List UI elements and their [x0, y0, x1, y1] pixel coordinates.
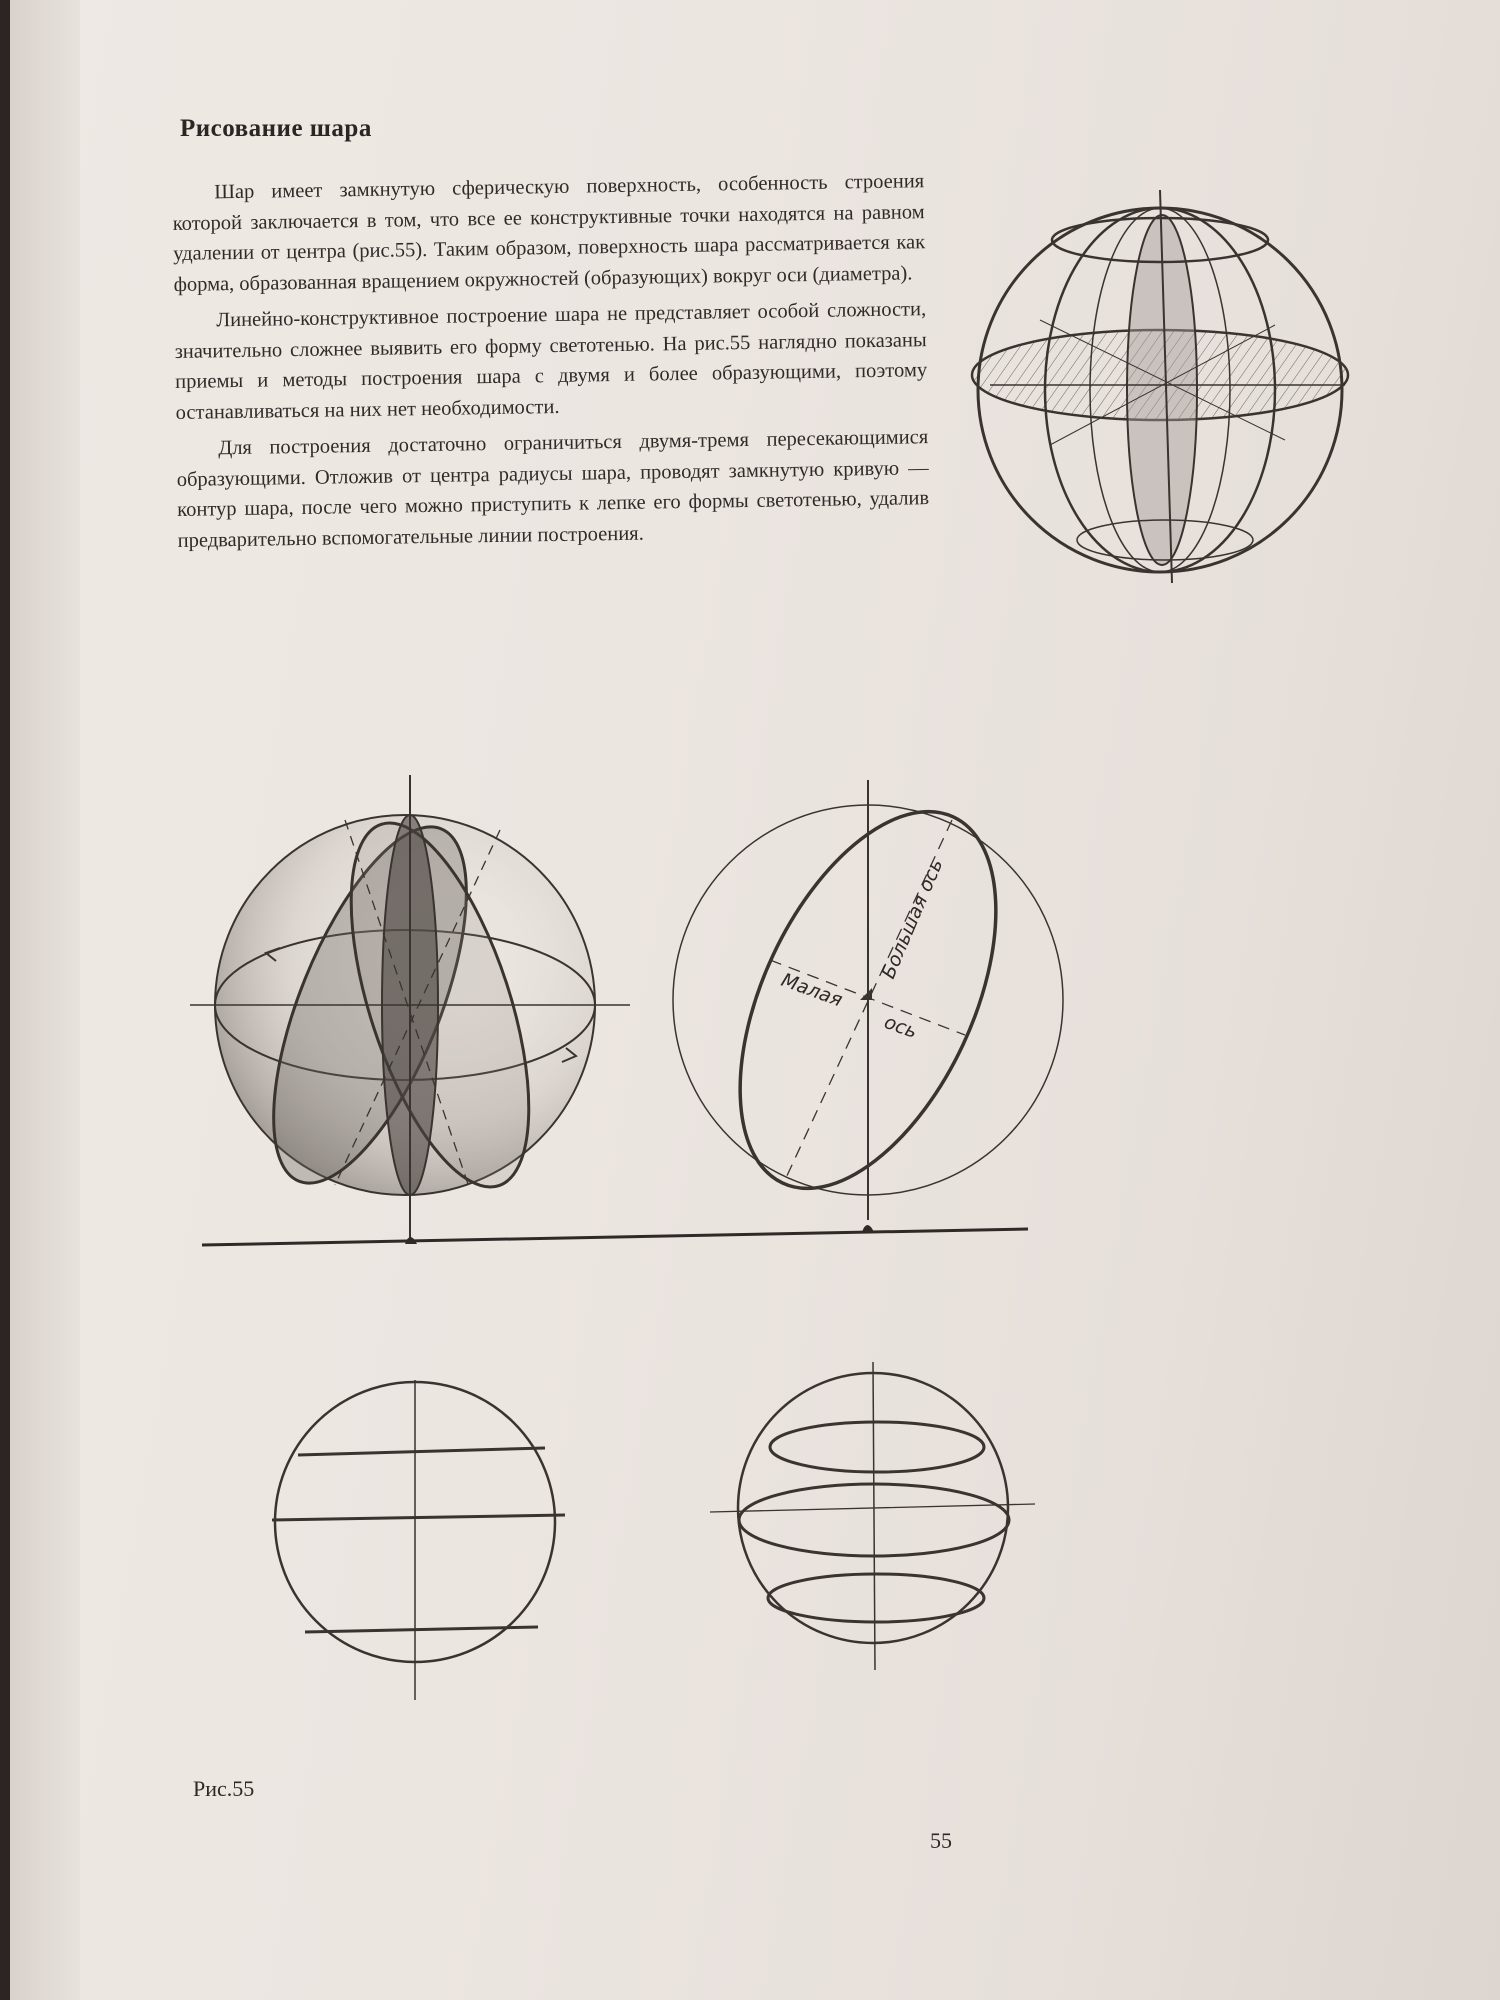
latitude-circle-drawing: [272, 1380, 565, 1700]
ground-line: [202, 1225, 1028, 1245]
major-axis-label: Большая ось: [877, 855, 948, 982]
wireframe-sphere-drawing: [972, 190, 1348, 583]
paragraph-1: Шар имеет замкнутую сферическую поверхность, особенность строения которой заключается в том, что все ее конструктивные точки находятся на равном удалении от центра (рис.55). Таким образом, поверхность шара рассматривается как форма, образованная вращением окружностей (образующих) вокруг оси (диаметра).: [172, 170, 926, 296]
book-page: [10, 0, 1500, 2000]
horizontal-axis: [710, 1504, 1035, 1512]
page-number: 55: [930, 1828, 952, 1853]
paragraph-2: Линейно-конструктивное построение шара не представляет особой сложности, значительно сложнее выявить его форму светотенью. На рис.55 наглядно показаны приемы и методы построения шара с двумя и более образующими, поэтому останавливаться на них нет необходимости.: [174, 298, 928, 424]
axes-sphere-drawing: [673, 773, 1063, 1228]
paragraph-3: Для построения достаточно ограничиться двумя-тремя пересекающимися образующими. Отложив от центра радиусы шара, проводят замкнутую кривую — контур шара, после чего можно приступить к лепке его формы светотенью, удалив предварительно вспомогательные линии построения.: [176, 426, 930, 552]
figure-caption: Рис.55: [193, 1776, 255, 1801]
lower-latitude: [768, 1574, 984, 1622]
figure-55: [10, 0, 1500, 2000]
vertical-axis: [873, 1362, 875, 1670]
shaded-sphere-drawing: [190, 775, 630, 1240]
minor-axis-label-2: ось: [881, 1011, 921, 1044]
latitude-sphere-drawing: [710, 1362, 1035, 1670]
upper-latitude: [770, 1422, 984, 1472]
upper-line: [298, 1448, 545, 1455]
ground-marker-right: [862, 1225, 874, 1232]
center-marker: [860, 988, 872, 1000]
minor-axis-label-1: Малая: [778, 969, 846, 1012]
center-line: [272, 1515, 565, 1520]
section-title: Рисование шара: [180, 115, 372, 142]
